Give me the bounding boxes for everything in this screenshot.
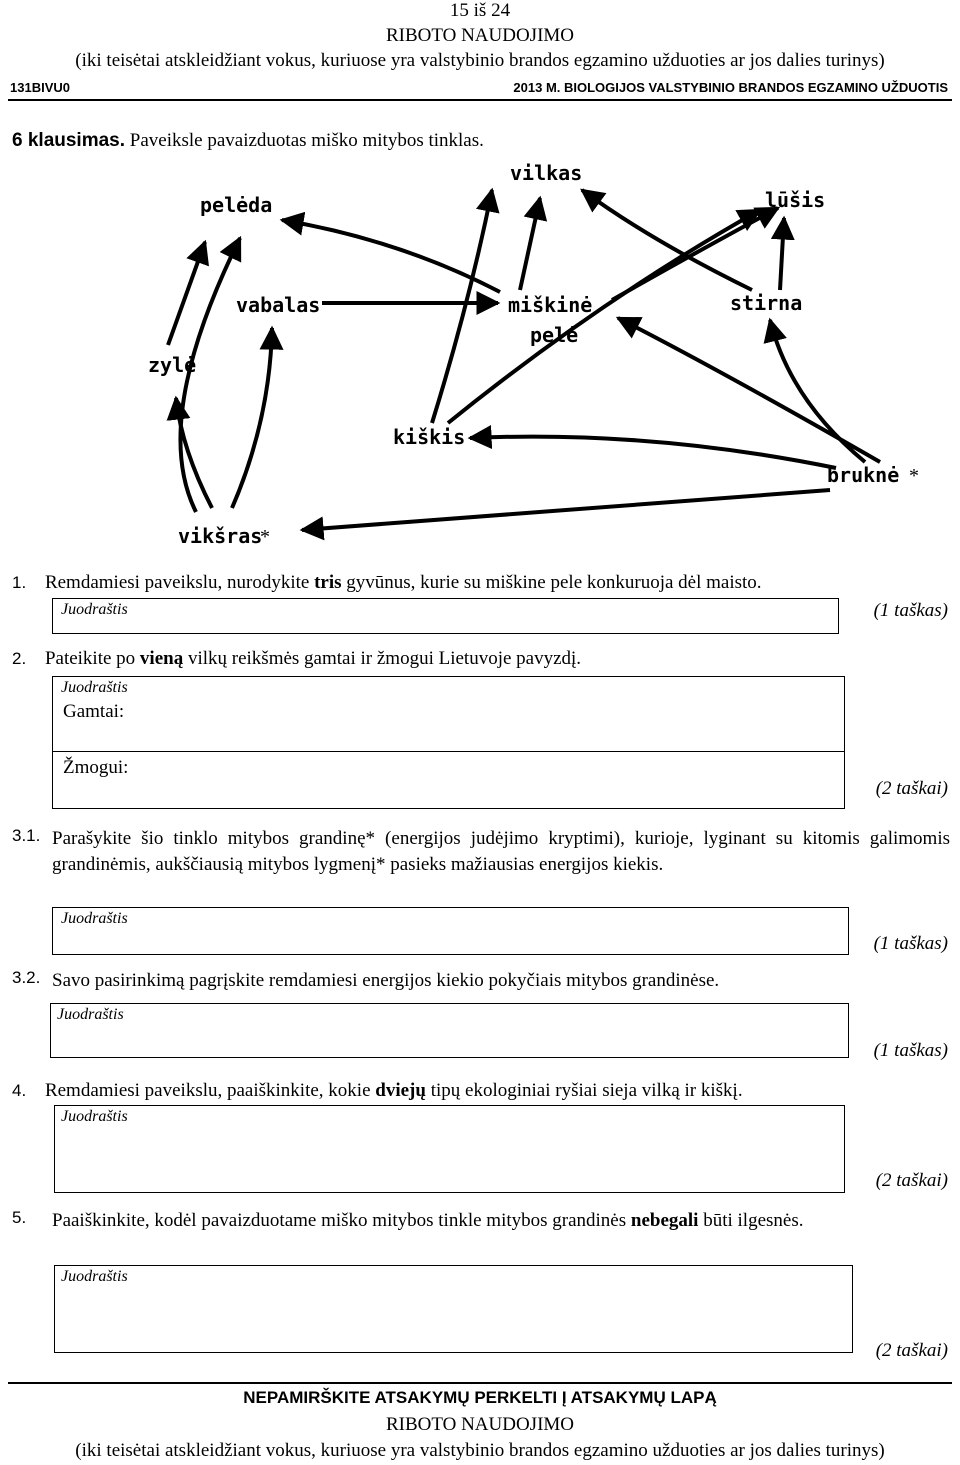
label-zyle: zylė bbox=[148, 353, 197, 377]
arrow-miskine-peleda bbox=[282, 220, 500, 292]
item-2-answer-box[interactable] bbox=[52, 676, 845, 809]
draft-label: Juodraštis bbox=[61, 1108, 128, 1125]
arrow-miskine-lusis bbox=[612, 208, 778, 300]
label-pele: pelė bbox=[530, 323, 579, 347]
label-lusis: lūšis bbox=[765, 188, 826, 212]
label-viksras: vikšras bbox=[178, 524, 263, 548]
footer-rule bbox=[8, 1382, 952, 1384]
label-kiskis: kiškis bbox=[393, 425, 466, 449]
question-intro: Paveiksle pavaizduotas miško mitybos tinklas. bbox=[129, 130, 484, 151]
restricted-label: RIBOTO NAUDOJIMO bbox=[385, 25, 575, 46]
draft-label: Juodraštis bbox=[57, 1006, 124, 1023]
arrow-brukne-stirna bbox=[770, 320, 865, 462]
food-web-diagram bbox=[0, 155, 960, 560]
item-5-points: (2 taškai) bbox=[875, 1340, 948, 1361]
item-32-points: (1 taškas) bbox=[873, 1040, 948, 1061]
footer-restricted: RIBOTO NAUDOJIMO bbox=[385, 1414, 575, 1435]
exam-title: 2013 M. BIOLOGIJOS VALSTYBINIO BRANDOS EGZAMINO UŽDUOTIS bbox=[513, 80, 948, 95]
draft-label: Juodraštis bbox=[61, 679, 128, 696]
arrow-stirna-vilkas bbox=[582, 190, 752, 290]
label-vabalas: vabalas bbox=[236, 293, 321, 317]
label-peleda: pelėda bbox=[200, 193, 273, 217]
arrow-brukne-kiskis bbox=[470, 437, 836, 468]
asterisk-brukne: * bbox=[909, 465, 919, 487]
arrow-brukne-viksras bbox=[302, 490, 830, 530]
item-31-text: Parašykite šio tinklo mitybos grandinę* (energijos judėjimo kryptimi), kurioje, lyginant su kitomis galimomis grandinėmis, aukščiausią mitybos lygmenį* pasieks mažiausias energijos kiekis. bbox=[52, 828, 950, 875]
item-4-text: 4. Remdamiesi paveikslu, paaiškinkite, kokie dviejų tipų ekologiniai ryšiai sieja vilką ir kiškį. bbox=[12, 1080, 743, 1101]
item-5-text: Paaiškinkite, kodėl pavaizduotame miško mitybos tinkle mitybos grandinės nebegali būti ilgesnės. bbox=[52, 1210, 804, 1231]
item-4-points: (2 taškai) bbox=[875, 1170, 948, 1191]
box-divider bbox=[53, 751, 844, 752]
asterisk-viksras: * bbox=[260, 526, 270, 548]
item-2-text: 2. Pateikite po vieną vilkų reikšmės gamtai ir žmogui Lietuvoje pavyzdį. bbox=[12, 648, 582, 669]
arrow-miskine-vilkas bbox=[520, 198, 540, 290]
item-2-points: (2 taškai) bbox=[875, 778, 948, 799]
item-31-points: (1 taškas) bbox=[873, 933, 948, 954]
label-brukne: bruknė bbox=[827, 463, 900, 487]
label-vilkas: vilkas bbox=[510, 161, 583, 185]
arrow-kiskis-vilkas bbox=[432, 190, 492, 423]
item-32-answer-box[interactable] bbox=[50, 1003, 849, 1058]
item-5-answer-box[interactable] bbox=[54, 1265, 853, 1353]
question-heading bbox=[12, 128, 484, 154]
draft-label: Juodraštis bbox=[61, 910, 128, 927]
header-rule bbox=[8, 99, 952, 101]
question-label: 6 klausimas. bbox=[12, 130, 126, 151]
footer-reminder: NEPAMIRŠKITE ATSAKYMŲ PERKELTI Į ATSAKYMŲ LAPĄ bbox=[243, 1388, 717, 1407]
arrow-viksras-vabalas bbox=[232, 328, 272, 508]
field-gamtai-label: Gamtai: bbox=[63, 701, 125, 722]
field-zmogui-label: Žmogui: bbox=[63, 757, 129, 778]
restricted-notice: (iki teisėtai atskleidžiant vokus, kuriuose yra valstybinio brandos egzamino užduoties ar jos dalies turinys) bbox=[75, 50, 885, 71]
label-stirna: stirna bbox=[730, 291, 803, 315]
item-31-answer-box[interactable] bbox=[52, 907, 849, 955]
page-number: 15 iš 24 bbox=[449, 0, 511, 21]
draft-label: Juodraštis bbox=[61, 601, 128, 618]
item-31-num-wrap: 3.1. bbox=[12, 826, 41, 845]
item-1-text: 1. Remdamiesi paveikslu, nurodykite tris gyvūnus, kurie su miškine pele konkuruoja dėl maisto. bbox=[12, 572, 762, 593]
item-32-text: Savo pasirinkimą pagrįskite remdamiesi energijos kiekio pokyčiais mitybos grandinėse. bbox=[52, 970, 720, 991]
item-1-answer-box[interactable] bbox=[52, 598, 839, 634]
item-5-num-wrap: 5. bbox=[12, 1208, 27, 1227]
draft-label: Juodraštis bbox=[61, 1268, 128, 1285]
exam-code: 131BIVU0 bbox=[10, 80, 70, 95]
item-4-answer-box[interactable] bbox=[54, 1105, 845, 1193]
label-miskine: miškinė bbox=[508, 293, 593, 317]
footer-notice: (iki teisėtai atskleidžiant vokus, kuriuose yra valstybinio brandos egzamino užduoties ar jos dalies turinys) bbox=[75, 1440, 885, 1461]
item-32-num-wrap: 3.2. bbox=[12, 968, 41, 987]
item-1-points: (1 taškas) bbox=[873, 600, 948, 621]
arrow-stirna-lusis bbox=[780, 218, 784, 290]
